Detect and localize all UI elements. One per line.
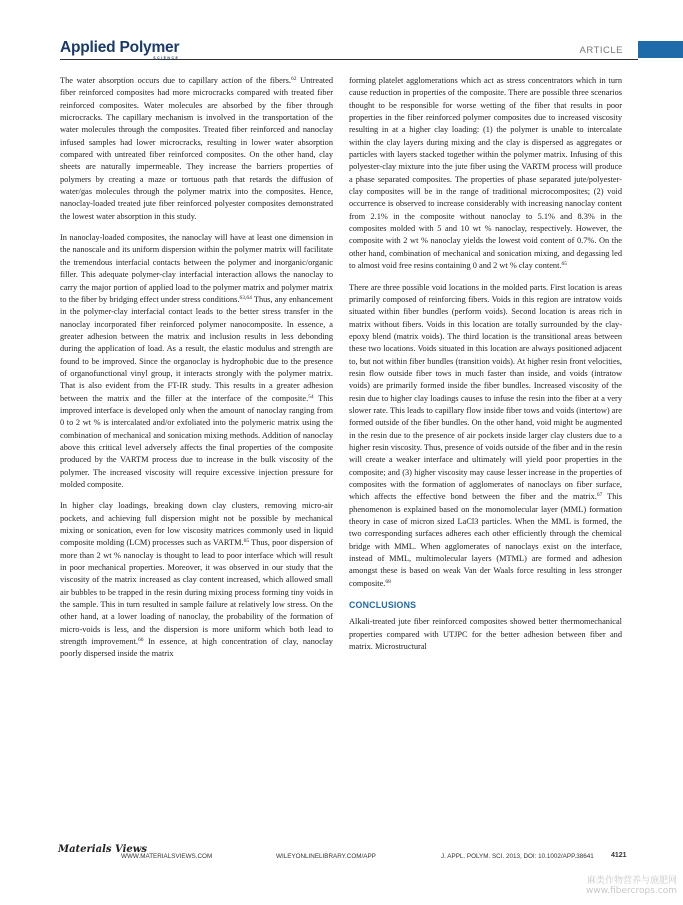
paragraph-higher-clay-loadings: In higher clay loadings, breaking down clay clusters, removing micro-air pockets, and achieving full dispersion might not be possible by mechanical mixing or sonication, even for low viscosity matrices commonly used in liquid composite molding (LCM) processes such as VARTM.$^{65}$ Thus, poor dispersion of more than 2 wt % nanoclay is thought to lead to poor interface which will result in poor mechanical properties. Moreover, it was observed in our study that the viscosity of the matrix increased as clay content increased, which allowed small air bubbles to be trapped in the resin during mixing process forming tiny voids in the sample. This in turn resulted in sample failure at relatively low stress. On the other hand, at a lower loading of nanoclay, the probability of the formation of micro-voids is less, and the dispersion is more uniform which both lead to strength improvement.$^{66}$ In essence, at high concentration of clay, nanoclay poorly dispersed inside the matrix: [60, 501, 333, 659]
journal-logo-text: Applied Polymer: [60, 39, 180, 56]
watermark-line-url: www.fibercrops.com: [586, 886, 677, 896]
right-column: [349, 75, 622, 662]
paragraph-void-locations: There are three possible void locations in the molded parts. First location is areas primarily composed of reinforcing fibers. Voids in this region are intratow voids situated within fiber bundles (perform voids). Second location is areas rich in matrix without fibers. Voids in this location are totally surrounded by the clay-epoxy blend (matrix voids). The third location is the transitional areas between these two locations. Voids situated in this location are always positioned adjacent to, but not within fiber bundles (transition voids). At higher resin front velocities, resin flow outside fiber tows in much faster than inside, and voids (intratow voids) are primarily formed inside the fiber bundles. Increased viscosity of the resin due to higher clay loadings causes to infuse the resin into the fiber at a very slower rate. This leads to capillary flow inside fiber tows and voids (intertow) are formed outside of the fiber bundles. On the other hand, void might be augmented in the resin due to the presence of air pockets inside larger clay clusters due to a higher resin viscosity. Thus, presence of voids outside of the fiber and in the resin will create a weaker interface and ultimately will yield poor properties in the composite; and (3) higher viscosity may cause lesser increase in the properties of composites with the formation of agglomerates of nanoclays on fiber surface, which affects the effective bond between the fiber and the matrix.$^{67}$ This phenomenon is explained based on the monomolecular layer (MML) formation theory in case of micron sized LaCl3 particles. When the MML is formed, the two corresponding surfaces adheres each other efficiently through the chemical bridge with MML. When agglomerates of nanoclays exist on the interface, instead of MML, multimolecular layers (MTML) are formed and adhesion amongst these is based on weak Van der Waals force resulting in less stronger composite.$^{68}$: [349, 282, 622, 588]
paragraph-platelet-agglomerations: forming platelet agglomerations which act as stress concentrators which in turn cause reduction in properties of the composite. There are possible three scenarios thought to be responsible for worse wetting of the fiber that results in poor properties in the fiber reinforced polymer composites due to increased viscosity resulting in at a higher clay loading: (1) the polymer is unable to intercalate within the clay layers during mixing and the clay is dispersed as aggregates or particles with layers stacked together within the polymer matrix. Infusing of this polyester-clay mixture into the jute fiber using the VARTM process will produce a phase separated composites. The properties of phase separated jute/polyester-clay composites will be in the range of traditional microcomposites; (2) void occurrence is observed to increase considerably with increasing nanoclay content from 2.1% in the composite without nanoclay to 5.1% and 8.3% in the composites molded with 5 and 10 wt % nanoclay, respectively. However, the composite with 2 wt % nanoclay yields the lowest void content of 0.7%. On the other hand, combination of mechanical and sonication mixing, and degassing led to almost void free resins containing 0 and 2 wt % clay content.$^{65}$: [349, 76, 622, 271]
citation-ref: 65: [243, 538, 250, 545]
footer-citation: J. APPL. POLYM. SCI. 2013, DOI: 10.1002/APP.38641: [441, 853, 594, 860]
citation-ref: 67: [596, 492, 603, 499]
citation-ref: 68: [385, 578, 391, 585]
journal-logo: [60, 40, 179, 60]
paragraph-conclusions: Alkali-treated jute fiber reinforced composites showed better thermomechanical properties compared with UTJPC for the better adhesion between fiber and matrix. Microstructural: [349, 617, 622, 652]
left-column: [60, 75, 333, 670]
journal-logo-subtext: SCIENCE: [153, 55, 180, 60]
citation-ref: 65: [561, 261, 567, 268]
page-number: 4121: [611, 852, 627, 859]
section-label: ARTICLE: [579, 45, 623, 56]
publisher-logo: Materials Views: [58, 844, 147, 855]
paragraph-nanoclay-loaded: In nanoclay-loaded composites, the nanoclay will have at least one dimension in the nanoscale and its uniform dispersion within the polymer matrix will facilitate the tremendous interfacial contacts between the polymer and inorganic/organic filler. This adequate polymer-clay interfacial interaction allows the nanoclay to carry the major portion of applied load to the polymer matrix and polymer matrix to the fiber by bridging effect under stress conditions.$^{63,64}$ Thus, any enhancement in the polymer-clay interfacial contact leads to the better stress transfer in the nanoclay incorporated fiber reinforced polymer nanocomposite. In essence, a greater adhesion between the matrix and inclusion results in less debonding during the application of load. As a result, the elastic modulus and strength are found to be improved. Since the organoclay is hydrophobic due to the presence of organofunctional vinyl group, it interacts strongly with the polymer matrix. That is also evident from the FT-IR study. This results in a greater adhesion between the matrix and the filler at the interface of the composite.$^{54}$ This improved interface is developed only when the amount of nanoclay ranging from 0 to 2 wt % is intercalated and/or exfoliated into the polymeric matrix using the combination of mechanical and sonication mixing methods. Addition of nanoclay above this critical level adversely affects the final properties of the composite produced by the VARTM process due to increase in the bulk viscosity of the polymer. The increased viscosity will require excessive injection pressure for molded composite.: [60, 233, 333, 489]
watermark-line-cn: 麻类作物营养与施肥网: [586, 876, 677, 886]
citation-ref: 54: [308, 393, 314, 400]
citation-ref: 63,64: [239, 294, 252, 301]
paragraph-water-absorption: The water absorption occurs due to capillary action of the fibers.$^{62}$ Untreated fiber reinforced composites had more microcracks compared with treated fiber reinforced composites. Water molecules are absorbed by the fiber through microcracks. The capillary mechanism is involved in the transportation of the water molecules through the composites. Treated fiber reinforced and nanoclay infused samples had lower microcracks, resulting in lower water absorption compared with untreated fiber reinforced composites. On the other hand, clay sheets are naturally impermeable. They increase the barriers properties of polymers by creating a maze or tortuous path that retards the diffusion of water/gas molecules through the polymer matrix into the composites. Hence, nanoclay-loaded treated jute fiber reinforced polyester composites demonstrated the lowest water absorption in this study.: [60, 76, 333, 221]
page-header: [0, 0, 683, 70]
page-footer: [0, 845, 683, 875]
footer-link-wileyonlinelibrary[interactable]: WILEYONLINELIBRARY.COM/APP: [276, 853, 376, 860]
citation-ref: 66: [137, 637, 144, 644]
section-heading-conclusions: CONCLUSIONS: [349, 600, 417, 611]
header-accent-bar: [638, 41, 683, 58]
watermark: [586, 876, 677, 896]
citation-ref: 62: [290, 76, 297, 82]
footer-link-materialsviews[interactable]: WWW.MATERIALSVIEWS.COM: [121, 853, 213, 860]
